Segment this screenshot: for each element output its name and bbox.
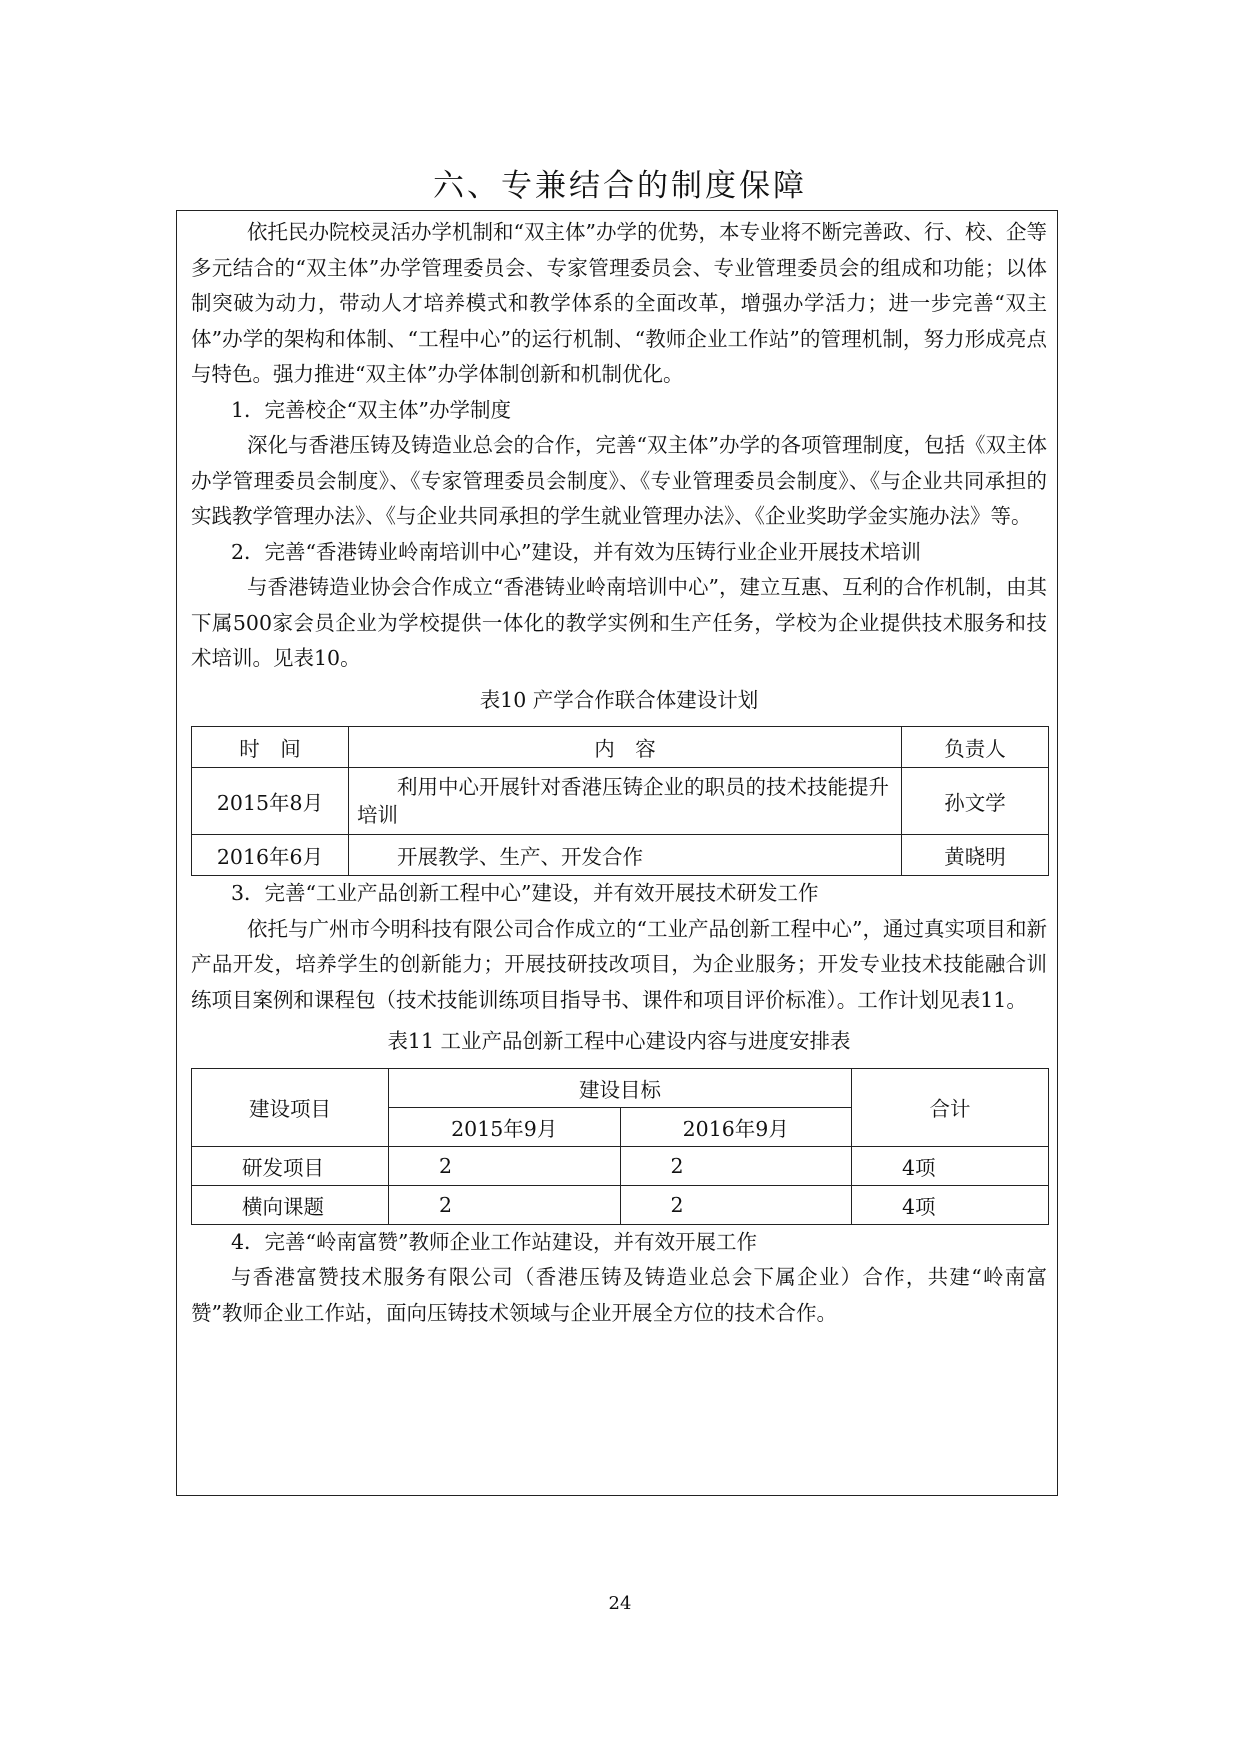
section-4-body: 与香港富赞技术服务有限公司（香港压铸及铸造业总会下属企业）合作，共建“岭南富赞”教师企业工作站，面向压铸技术领域与企业开展全方位的技术合作。	[191, 1265, 1047, 1325]
table-header-cell: 建设目标	[389, 1068, 852, 1107]
table-cell: 开展教学、生产、开发合作	[349, 835, 902, 876]
table-row	[192, 1146, 1049, 1185]
content-frame	[176, 210, 1058, 1496]
table-10	[191, 726, 1049, 876]
table-header-cell: 2016年9月	[620, 1107, 852, 1146]
table-row	[192, 727, 1049, 768]
table-cell: 2015年8月	[192, 768, 349, 835]
table-header-cell: 负责人	[902, 727, 1049, 768]
table-header-cell: 内 容	[349, 727, 902, 768]
table-cell: 研发项目	[192, 1146, 389, 1185]
page-number: 24	[608, 1593, 632, 1614]
table-header-cell: 2015年9月	[389, 1107, 621, 1146]
table-row	[192, 1185, 1049, 1224]
section-3-heading: 3．完善“工业产品创新工程中心”建设，并有效开展技术研发工作	[231, 881, 819, 905]
section-4-heading: 4．完善“岭南富赞”教师企业工作站建设，并有效开展工作	[231, 1229, 758, 1254]
table-cell: 孙文学	[902, 768, 1049, 835]
table-row	[192, 835, 1049, 876]
table-cell: 2	[389, 1185, 621, 1224]
table-cell: 横向课题	[192, 1185, 389, 1224]
table-header-cell: 合计	[852, 1068, 1049, 1146]
table-cell: 2016年6月	[192, 835, 349, 876]
table-header-cell: 建设项目	[192, 1068, 389, 1146]
table-header-cell: 时 间	[192, 727, 349, 768]
content-body	[177, 211, 1057, 1331]
table-cell: 2	[620, 1185, 852, 1224]
table-cell: 4项	[852, 1146, 1049, 1185]
table-row	[192, 1068, 1049, 1107]
table-cell: 2	[620, 1146, 852, 1185]
section-1-body: 深化与香港压铸及铸造业总会的合作，完善“双主体”办学的各项管理制度，包括《双主体办学管理委员会制度》、《专家管理委员会制度》、《专业管理委员会制度》、《与企业共同承担的实践教学管理办法》、《与企业共同承担的学生就业管理办法》、《企业奖助学金实施办法》等。	[191, 433, 1047, 528]
table-cell: 4项	[852, 1185, 1049, 1224]
section-3-body: 依托与广州市今明科技有限公司合作成立的“工业产品创新工程中心”，通过真实项目和新产品开发，培养学生的创新能力；开展技研技改项目，为企业服务；开发专业技术技能融合训练项目案例和课程包（技术技能训练项目指导书、课件和项目评价标准）。工作计划见表11。	[191, 916, 1047, 1012]
table-cell: 黄晓明	[902, 835, 1049, 876]
section-2-body: 与香港铸造业协会合作成立“香港铸业岭南培训中心”，建立互惠、互利的合作机制，由其下属500家会员企业为学校提供一体化的教学实例和生产任务，学校为企业提供技术服务和技术培训。见表10。	[191, 575, 1047, 670]
section-1-heading: 1．完善校企“双主体”办学制度	[231, 397, 512, 422]
table-11-caption: 表11 工业产品创新工程中心建设内容与进度安排表	[387, 1029, 851, 1053]
table-10-caption: 表10 产学合作联合体建设计划	[479, 687, 759, 712]
table-11	[191, 1068, 1049, 1225]
section-2-heading: 2．完善“香港铸业岭南培训中心”建设，并有效为压铸行业企业开展技术培训	[231, 539, 922, 564]
table-cell: 2	[389, 1146, 621, 1185]
page-title: 六、专兼结合的制度保障	[433, 168, 807, 204]
table-cell: 利用中心开展针对香港压铸企业的职员的技术技能提升培训	[349, 768, 902, 835]
intro-paragraph: 依托民办院校灵活办学机制和“双主体”办学的优势，本专业将不断完善政、行、校、企等多元结合的“双主体”办学管理委员会、专家管理委员会、专业管理委员会的组成和功能；以体制突破为动力，带动人才培养模式和教学体系的全面改革，增强办学活力；进一步完善“双主体”办学的架构和体制、“工程中心”的运行机制、“教师企业工作站”的管理机制，努力形成亮点与特色。强力推进“双主体”办学体制创新和机制优化。	[191, 220, 1047, 386]
table-row	[192, 768, 1049, 835]
